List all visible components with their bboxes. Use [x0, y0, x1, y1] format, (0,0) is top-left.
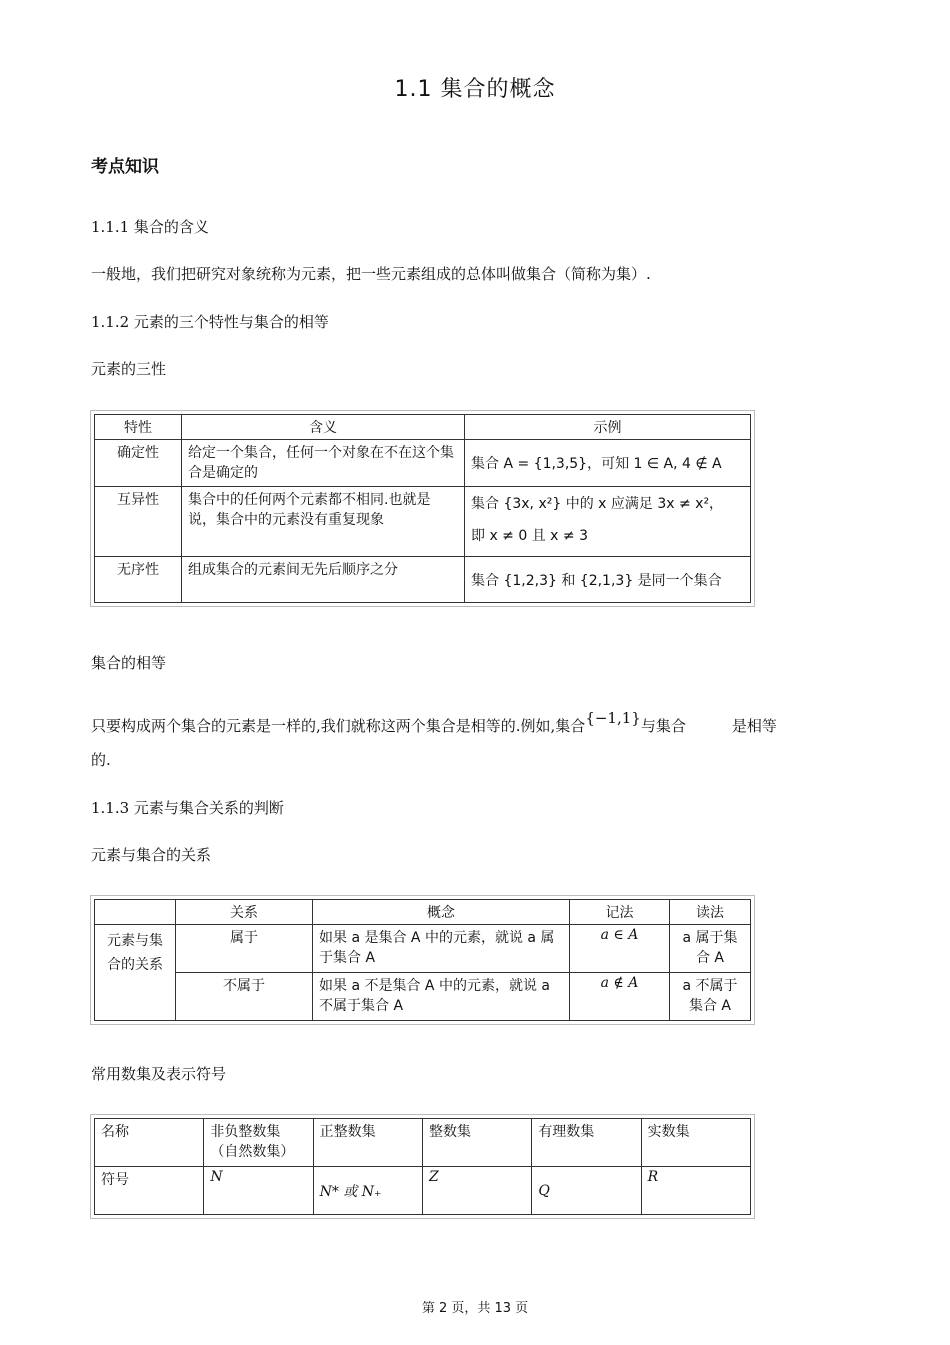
header-property: 特性: [95, 415, 182, 440]
example-line-1: 集合 {3x, x²} 中的 x 应满足 3x ≠ x²，: [471, 496, 724, 512]
name-cell: 非负整数集（自然数集）: [204, 1119, 313, 1167]
example-set: {−1,1}: [585, 709, 641, 727]
relation-table: [94, 899, 751, 1021]
section-heading: 考点知识: [91, 157, 159, 177]
definition-paragraph: 一般地，我们把研究对象统称为元素，把一些元素组成的总体叫做集合（简称为集）.: [91, 265, 651, 283]
meaning-cell: 集合中的任何两个元素都不相同.也就是说，集合中的元素没有重复现象: [182, 487, 465, 557]
three-properties-label: 元素的三性: [91, 360, 167, 378]
symbol-cell: R: [641, 1167, 750, 1215]
row-header-relation: 元素与集合的关系: [95, 925, 176, 1021]
symbol-label-cell: 符号: [95, 1167, 204, 1215]
header-meaning: 含义: [182, 415, 465, 440]
example-cell: [465, 487, 751, 557]
notation-cell: a ∉ A: [570, 973, 670, 1021]
concept-cell: 如果 a 是集合 A 中的元素，就说 a 属于集合 A: [313, 925, 570, 973]
example-line-2: 即 x ≠ 0 且 x ≠ 3: [471, 528, 588, 544]
example-cell: 集合 {1,2,3} 和 {2,1,3} 是同一个集合: [465, 557, 751, 603]
subsection-1-1-3: 1.1.3 元素与集合关系的判断: [91, 799, 284, 817]
reading-cell: a 不属于集合 A: [670, 973, 751, 1021]
meaning-cell: 给定一个集合，任何一个对象在不在这个集合是确定的: [182, 440, 465, 487]
property-cell: 互异性: [95, 487, 182, 557]
relation-cell: 不属于: [176, 973, 313, 1021]
example-cell: 集合 A = {1,3,5}，可知 1 ∈ A, 4 ∉ A: [465, 440, 751, 487]
symbol-cell: N* 或 N₊: [313, 1167, 422, 1215]
relation-table-box: [90, 895, 755, 1025]
concept-cell: 如果 a 不是集合 A 中的元素，就说 a 不属于集合 A: [313, 973, 570, 1021]
name-cell: 正整数集: [313, 1119, 422, 1167]
set-equality-paragraph: [91, 709, 851, 736]
subsection-1-1-2: 1.1.2 元素的三个特性与集合的相等: [91, 313, 329, 331]
subsection-1-1-1: 1.1.1 集合的含义: [91, 218, 209, 236]
page-title: 1.1 集合的概念: [394, 77, 556, 102]
header-example: 示例: [465, 415, 751, 440]
page-footer: 第 2 页，共 13 页: [421, 1301, 529, 1316]
equality-text-end: 的.: [91, 751, 111, 769]
notation-cell: a ∈ A: [570, 925, 670, 973]
meaning-cell: 组成集合的元素间无先后顺序之分: [182, 557, 465, 603]
property-cell: 无序性: [95, 557, 182, 603]
number-sets-label: 常用数集及表示符号: [91, 1065, 227, 1083]
header-notation: 记法: [570, 900, 670, 925]
number-sets-table: [94, 1118, 751, 1215]
properties-table: [94, 414, 751, 603]
symbol-cell: Z: [422, 1167, 531, 1215]
element-set-relation-label: 元素与集合的关系: [91, 846, 212, 864]
name-cell: 名称: [95, 1119, 204, 1167]
reading-cell: a 属于集合 A: [670, 925, 751, 973]
header-empty: [95, 900, 176, 925]
equality-text-3: 是相等: [731, 717, 777, 735]
relation-cell: 属于: [176, 925, 313, 973]
name-cell: 整数集: [422, 1119, 531, 1167]
number-sets-table-box: [90, 1114, 755, 1219]
symbol-cell: Q: [532, 1167, 641, 1215]
equality-text-1: 只要构成两个集合的元素是一样的,我们就称这两个集合是相等的.例如,集合: [91, 717, 586, 735]
property-cell: 确定性: [95, 440, 182, 487]
properties-table-box: [90, 410, 755, 607]
symbol-cell: N: [204, 1167, 313, 1215]
equality-text-2: 与集合: [640, 717, 686, 735]
header-reading: 读法: [670, 900, 751, 925]
header-concept: 概念: [313, 900, 570, 925]
set-equality-title: 集合的相等: [91, 654, 167, 672]
name-cell: 实数集: [641, 1119, 750, 1167]
name-cell: 有理数集: [532, 1119, 641, 1167]
header-relation: 关系: [176, 900, 313, 925]
